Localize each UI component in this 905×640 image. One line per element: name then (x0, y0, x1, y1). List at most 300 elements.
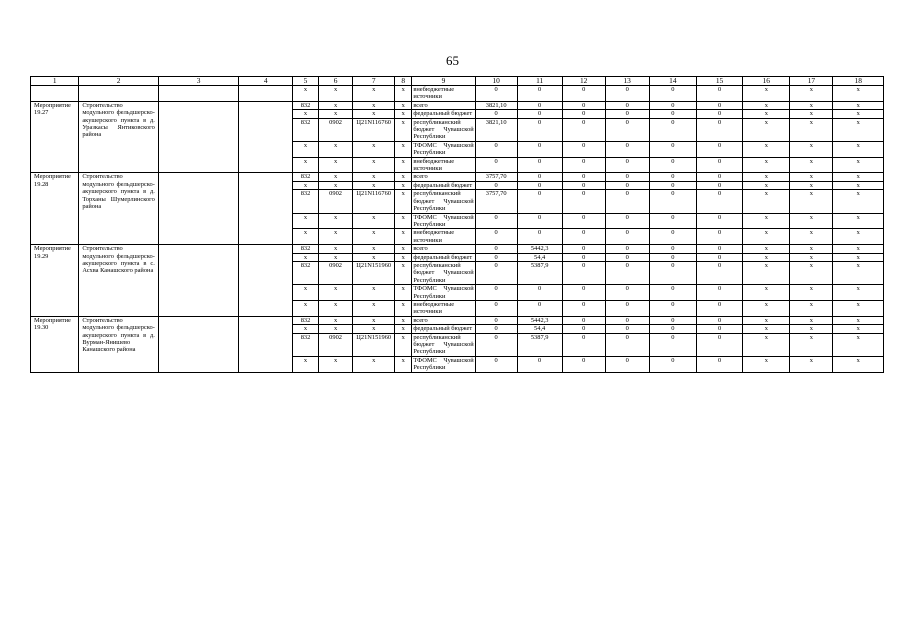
value-2019-cell: 0 (475, 141, 517, 157)
section-code-cell: x (318, 245, 352, 253)
value-2020-cell: 54,4 (517, 325, 562, 333)
funding-source-cell: внебюджетные источники (412, 300, 475, 316)
value-2031-2035-cell: x (833, 141, 884, 157)
section-code-cell: x (318, 157, 352, 173)
target-code-cell: x (353, 181, 395, 189)
value-2031-2035-cell: x (833, 285, 884, 301)
source-code-cell: x (293, 141, 319, 157)
value-2019-cell: 0 (475, 110, 517, 118)
value-2021-cell: 0 (562, 110, 605, 118)
value-2023-cell: 0 (649, 229, 696, 245)
value-2031-2035-cell: x (833, 356, 884, 372)
value-2023-cell: 0 (649, 173, 696, 181)
value-2025-cell: x (743, 245, 790, 253)
column-header-15: 15 (696, 77, 742, 86)
target-code-cell: x (353, 316, 395, 324)
expense-type-cell: x (395, 333, 412, 356)
value-2025-cell: x (743, 325, 790, 333)
value-2019-cell: 0 (475, 285, 517, 301)
value-2024-cell: 0 (696, 118, 742, 141)
value-2022-cell: 0 (605, 253, 649, 261)
value-2026-2030-cell: x (790, 181, 833, 189)
source-code-cell: 832 (293, 261, 319, 284)
value-2025-cell: x (743, 261, 790, 284)
value-2031-2035-cell: x (833, 245, 884, 253)
value-2025-cell: x (743, 356, 790, 372)
source-code-cell: 832 (293, 101, 319, 109)
value-2031-2035-cell: x (833, 181, 884, 189)
section-code-cell: x (318, 229, 352, 245)
object-description: Строительство модульного фельдшерско-акушерского пункта в д. Уразкасы Янтиковского района (79, 101, 158, 173)
empty-cell (158, 316, 239, 372)
value-2019-cell: 0 (475, 181, 517, 189)
source-code-cell: x (293, 157, 319, 173)
expense-type-cell: x (395, 86, 412, 102)
expense-type-cell: x (395, 157, 412, 173)
value-2022-cell: 0 (605, 101, 649, 109)
value-2021-cell: 0 (562, 261, 605, 284)
value-2031-2035-cell: x (833, 325, 884, 333)
value-2031-2035-cell: x (833, 157, 884, 173)
target-code-cell: x (353, 245, 395, 253)
value-2023-cell: 0 (649, 86, 696, 102)
value-2024-cell: 0 (696, 190, 742, 213)
value-2024-cell: 0 (696, 253, 742, 261)
funding-source-cell: ТФОМС Чувашской Республики (413, 141, 474, 157)
value-2031-2035-cell: x (833, 300, 884, 316)
value-2019-cell: 0 (475, 316, 517, 324)
value-2022-cell: 0 (605, 141, 649, 157)
target-code-cell: x (353, 173, 395, 181)
value-2020-cell: 0 (517, 213, 562, 229)
source-code-cell: x (293, 356, 319, 372)
expense-type-cell: x (395, 229, 412, 245)
funding-source-cell: республиканский бюджет Чувашской Республики (413, 190, 474, 213)
funding-source-cell: всего (412, 316, 475, 324)
value-2023-cell: 0 (649, 118, 696, 141)
value-2021-cell: 0 (562, 157, 605, 173)
column-header-8: 8 (395, 77, 412, 86)
value-2024-cell: 0 (696, 285, 742, 301)
object-cell (79, 86, 158, 102)
empty-cell (239, 245, 293, 317)
funding-source-cell: ТФОМС Чувашской Республики (413, 213, 474, 228)
value-2022-cell: 0 (605, 261, 649, 284)
column-header-13: 13 (605, 77, 649, 86)
target-code-cell: x (353, 110, 395, 118)
value-2025-cell: x (743, 101, 790, 109)
expense-type-cell: x (395, 110, 412, 118)
section-code-cell: x (318, 173, 352, 181)
value-2022-cell: 0 (605, 173, 649, 181)
target-code-cell: x (353, 141, 395, 157)
value-2024-cell: 0 (696, 157, 742, 173)
value-2026-2030-cell: x (790, 173, 833, 181)
value-2021-cell: 0 (562, 101, 605, 109)
value-2021-cell: 0 (562, 118, 605, 141)
value-2022-cell: 0 (605, 316, 649, 324)
value-2026-2030-cell: x (790, 285, 833, 301)
target-code-cell: x (353, 157, 395, 173)
target-code-cell: x (353, 213, 395, 229)
value-2025-cell: x (743, 157, 790, 173)
expense-type-cell: x (395, 173, 412, 181)
value-2019-cell: 0 (475, 245, 517, 253)
value-2025-cell: x (743, 316, 790, 324)
target-code-cell: x (353, 300, 395, 316)
value-2026-2030-cell: x (790, 86, 833, 102)
value-2022-cell: 0 (605, 285, 649, 301)
value-2025-cell: x (743, 190, 790, 213)
value-2025-cell: x (743, 181, 790, 189)
column-header-18: 18 (833, 77, 884, 86)
value-2020-cell: 0 (517, 300, 562, 316)
section-code-cell: x (318, 86, 352, 102)
empty-cell (158, 245, 239, 317)
expense-type-cell: x (395, 118, 412, 141)
source-code-cell: x (293, 300, 319, 316)
value-2020-cell: 0 (517, 229, 562, 245)
value-2020-cell: 5387,9 (517, 261, 562, 284)
value-2025-cell: x (743, 118, 790, 141)
value-2023-cell: 0 (649, 245, 696, 253)
value-2021-cell: 0 (562, 181, 605, 189)
source-code-cell: x (293, 86, 319, 102)
object-description: Строительство модульного фельдшерско-акушерского пункта в с. Асхва Канашского района (79, 245, 158, 317)
value-2020-cell: 0 (517, 101, 562, 109)
funding-source-cell: федеральный бюджет (412, 325, 475, 333)
value-2020-cell: 0 (517, 181, 562, 189)
funding-source-cell: внебюджетные источники (412, 229, 475, 245)
table-row (31, 101, 884, 109)
value-2020-cell: 5387,9 (517, 333, 562, 356)
funding-source-cell: федеральный бюджет (412, 110, 475, 118)
source-code-cell: 832 (293, 316, 319, 324)
expense-type-cell: x (395, 300, 412, 316)
value-2031-2035-cell: x (833, 253, 884, 261)
value-2020-cell: 0 (517, 118, 562, 141)
value-2023-cell: 0 (649, 333, 696, 356)
empty-cell (239, 316, 293, 372)
funding-source-cell: республиканский бюджет Чувашской Республики (413, 333, 474, 356)
expense-type-cell: x (395, 141, 412, 157)
value-2019-cell: 3821,10 (475, 118, 517, 141)
section-code-cell: x (318, 253, 352, 261)
funding-source-cell: всего (412, 101, 475, 109)
value-2026-2030-cell: x (790, 316, 833, 324)
value-2025-cell: x (743, 110, 790, 118)
value-2021-cell: 0 (562, 245, 605, 253)
measure-name: Мероприятие 19.28 (31, 173, 79, 245)
value-2019-cell: 3757,70 (475, 173, 517, 181)
value-2022-cell: 0 (605, 86, 649, 102)
funding-source-cell: всего (412, 173, 475, 181)
value-2022-cell: 0 (605, 325, 649, 333)
column-header-1: 1 (31, 77, 79, 86)
value-2020-cell: 0 (517, 141, 562, 157)
value-2026-2030-cell: x (790, 300, 833, 316)
column-header-2: 2 (79, 77, 158, 86)
value-2023-cell: 0 (649, 356, 696, 372)
value-2031-2035-cell: x (833, 261, 884, 284)
funding-source-cell: ТФОМС Чувашской Республики (413, 356, 474, 372)
value-2026-2030-cell: x (790, 190, 833, 213)
section-code-cell: x (318, 101, 352, 109)
empty-cell (239, 173, 293, 245)
value-2025-cell: x (743, 229, 790, 245)
value-2019-cell: 0 (475, 333, 517, 356)
value-2021-cell: 0 (562, 325, 605, 333)
value-2020-cell: 0 (517, 86, 562, 102)
value-2023-cell: 0 (649, 325, 696, 333)
value-2019-cell: 0 (475, 253, 517, 261)
value-2024-cell: 0 (696, 333, 742, 356)
value-2024-cell: 0 (696, 356, 742, 372)
value-2021-cell: 0 (562, 300, 605, 316)
value-2031-2035-cell: x (833, 333, 884, 356)
value-2024-cell: 0 (696, 181, 742, 189)
funding-source-cell: федеральный бюджет (412, 181, 475, 189)
value-2031-2035-cell: x (833, 316, 884, 324)
value-2025-cell: x (743, 173, 790, 181)
value-2026-2030-cell: x (790, 101, 833, 109)
value-2025-cell: x (743, 253, 790, 261)
section-code-cell: x (318, 300, 352, 316)
value-2024-cell: 0 (696, 86, 742, 102)
value-2023-cell: 0 (649, 285, 696, 301)
value-2024-cell: 0 (696, 245, 742, 253)
table-row (31, 316, 884, 324)
target-code-cell: x (353, 229, 395, 245)
section-code-cell: x (318, 213, 352, 229)
value-2031-2035-cell: x (833, 101, 884, 109)
value-2024-cell: 0 (696, 325, 742, 333)
value-2022-cell: 0 (605, 333, 649, 356)
value-2031-2035-cell: x (833, 86, 884, 102)
value-2026-2030-cell: x (790, 141, 833, 157)
column-header-12: 12 (562, 77, 605, 86)
target-code-cell: x (353, 101, 395, 109)
value-2021-cell: 0 (562, 229, 605, 245)
target-code-cell: x (353, 253, 395, 261)
value-2020-cell: 54,4 (517, 253, 562, 261)
section-code-cell: 0902 (318, 333, 352, 356)
column-header-11: 11 (517, 77, 562, 86)
value-2019-cell: 0 (475, 325, 517, 333)
value-2025-cell: x (743, 213, 790, 229)
section-code-cell: x (318, 316, 352, 324)
value-2021-cell: 0 (562, 190, 605, 213)
value-2020-cell: 0 (517, 173, 562, 181)
value-2024-cell: 0 (696, 110, 742, 118)
value-2022-cell: 0 (605, 229, 649, 245)
value-2024-cell: 0 (696, 300, 742, 316)
section-code-cell: 0902 (318, 118, 352, 141)
value-2023-cell: 0 (649, 157, 696, 173)
column-header-6: 6 (318, 77, 352, 86)
expense-type-cell: x (395, 245, 412, 253)
expense-type-cell: x (395, 253, 412, 261)
expense-type-cell: x (395, 101, 412, 109)
value-2026-2030-cell: x (790, 253, 833, 261)
value-2026-2030-cell: x (790, 229, 833, 245)
value-2023-cell: 0 (649, 213, 696, 229)
empty-cell (158, 86, 239, 102)
table-row (31, 86, 884, 102)
value-2023-cell: 0 (649, 181, 696, 189)
section-code-cell: 0902 (318, 261, 352, 284)
value-2024-cell: 0 (696, 141, 742, 157)
value-2019-cell: 3821,10 (475, 101, 517, 109)
value-2031-2035-cell: x (833, 190, 884, 213)
object-description: Строительство модульного фельдшерско-акушерского пункта в д. Торханы Шумерлинского района (79, 173, 158, 245)
value-2025-cell: x (743, 300, 790, 316)
measure-name: Мероприятие 19.30 (31, 316, 79, 372)
expense-type-cell: x (395, 316, 412, 324)
funding-source-cell: федеральный бюджет (412, 253, 475, 261)
value-2019-cell: 0 (475, 213, 517, 229)
expense-type-cell: x (395, 181, 412, 189)
value-2023-cell: 0 (649, 253, 696, 261)
section-code-cell: x (318, 141, 352, 157)
table-row (31, 173, 884, 181)
value-2031-2035-cell: x (833, 229, 884, 245)
target-code-cell: x (353, 285, 395, 301)
value-2022-cell: 0 (605, 157, 649, 173)
value-2024-cell: 0 (696, 101, 742, 109)
value-2019-cell: 0 (475, 86, 517, 102)
source-code-cell: x (293, 181, 319, 189)
column-header-16: 16 (743, 77, 790, 86)
measure-cell (31, 86, 79, 102)
value-2023-cell: 0 (649, 261, 696, 284)
source-code-cell: x (293, 285, 319, 301)
value-2020-cell: 0 (517, 285, 562, 301)
value-2020-cell: 0 (517, 190, 562, 213)
value-2021-cell: 0 (562, 285, 605, 301)
page-number: 65 (446, 53, 459, 68)
value-2025-cell: x (743, 285, 790, 301)
expense-type-cell: x (395, 261, 412, 284)
value-2024-cell: 0 (696, 229, 742, 245)
target-code-cell: Ц21N116760 (353, 118, 395, 141)
value-2021-cell: 0 (562, 141, 605, 157)
value-2026-2030-cell: x (790, 213, 833, 229)
value-2022-cell: 0 (605, 110, 649, 118)
column-header-9: 9 (412, 77, 475, 86)
empty-cell (239, 86, 293, 102)
value-2026-2030-cell: x (790, 325, 833, 333)
measure-name: Мероприятие 19.29 (31, 245, 79, 317)
value-2022-cell: 0 (605, 118, 649, 141)
value-2024-cell: 0 (696, 261, 742, 284)
source-code-cell: x (293, 253, 319, 261)
value-2022-cell: 0 (605, 356, 649, 372)
value-2019-cell: 0 (475, 261, 517, 284)
measure-name: Мероприятие 19.27 (31, 101, 79, 173)
value-2021-cell: 0 (562, 356, 605, 372)
value-2026-2030-cell: x (790, 356, 833, 372)
source-code-cell: 832 (293, 118, 319, 141)
empty-cell (158, 173, 239, 245)
expense-type-cell: x (395, 285, 412, 301)
value-2022-cell: 0 (605, 190, 649, 213)
funding-source-cell: республиканский бюджет Чувашской Республики (413, 261, 474, 284)
target-code-cell: Ц21N116760 (353, 190, 395, 213)
value-2023-cell: 0 (649, 190, 696, 213)
section-code-cell: x (318, 325, 352, 333)
target-code-cell: x (353, 325, 395, 333)
empty-cell (158, 101, 239, 173)
value-2021-cell: 0 (562, 86, 605, 102)
value-2021-cell: 0 (562, 333, 605, 356)
funding-source-cell: ТФОМС Чувашской Республики (413, 285, 474, 300)
value-2023-cell: 0 (649, 141, 696, 157)
value-2024-cell: 0 (696, 173, 742, 181)
column-header-10: 10 (475, 77, 517, 86)
column-header-5: 5 (293, 77, 319, 86)
value-2031-2035-cell: x (833, 118, 884, 141)
value-2021-cell: 0 (562, 253, 605, 261)
column-header-7: 7 (353, 77, 395, 86)
value-2024-cell: 0 (696, 213, 742, 229)
target-code-cell: Ц21N151960 (353, 261, 395, 284)
value-2020-cell: 0 (517, 356, 562, 372)
value-2025-cell: x (743, 333, 790, 356)
value-2021-cell: 0 (562, 316, 605, 324)
source-code-cell: x (293, 325, 319, 333)
value-2023-cell: 0 (649, 101, 696, 109)
expense-type-cell: x (395, 213, 412, 229)
value-2020-cell: 0 (517, 157, 562, 173)
value-2020-cell: 5442,3 (517, 316, 562, 324)
column-header-14: 14 (649, 77, 696, 86)
value-2020-cell: 0 (517, 110, 562, 118)
section-code-cell: x (318, 356, 352, 372)
source-code-cell: x (293, 110, 319, 118)
funding-source-cell: внебюджетные источники (412, 86, 475, 102)
column-header-3: 3 (158, 77, 239, 86)
source-code-cell: x (293, 213, 319, 229)
object-description: Строительство модульного фельдшерско-акушерского пункта в д. Вурман-Янишево Канашского района (79, 316, 158, 372)
source-code-cell: 832 (293, 333, 319, 356)
section-code-cell: 0902 (318, 190, 352, 213)
value-2023-cell: 0 (649, 110, 696, 118)
value-2021-cell: 0 (562, 173, 605, 181)
source-code-cell: 832 (293, 173, 319, 181)
value-2021-cell: 0 (562, 213, 605, 229)
value-2025-cell: x (743, 86, 790, 102)
value-2023-cell: 0 (649, 300, 696, 316)
value-2026-2030-cell: x (790, 118, 833, 141)
section-code-cell: x (318, 285, 352, 301)
value-2019-cell: 0 (475, 300, 517, 316)
target-code-cell: x (353, 86, 395, 102)
value-2019-cell: 0 (475, 356, 517, 372)
section-code-cell: x (318, 181, 352, 189)
column-header-4: 4 (239, 77, 293, 86)
value-2024-cell: 0 (696, 316, 742, 324)
value-2031-2035-cell: x (833, 213, 884, 229)
value-2019-cell: 0 (475, 229, 517, 245)
value-2023-cell: 0 (649, 316, 696, 324)
value-2020-cell: 5442,3 (517, 245, 562, 253)
expense-type-cell: x (395, 325, 412, 333)
value-2031-2035-cell: x (833, 110, 884, 118)
funding-source-cell: республиканский бюджет Чувашской Республики (413, 118, 474, 141)
expense-type-cell: x (395, 356, 412, 372)
funding-source-cell: внебюджетные источники (412, 157, 475, 173)
